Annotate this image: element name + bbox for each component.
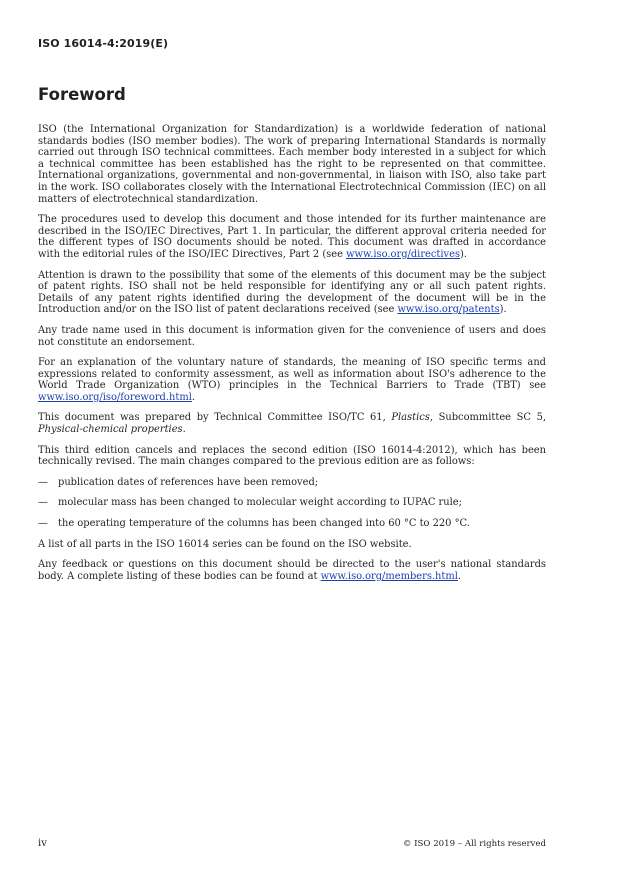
paragraph-trade-name: Any trade name used in this document is information given for the convenience of users and does not constitute an endorsement. [38, 324, 546, 348]
directives-link[interactable]: www.iso.org/directives [346, 248, 461, 260]
paragraph-series: A list of all parts in the ISO 16014 series can be found on the ISO website. [38, 538, 412, 550]
paragraph-text: This document was prepared by Technical Committee ISO/TC 61, [38, 412, 392, 424]
list-item-text: publication dates of references have been removed; [58, 476, 319, 488]
paragraph-feedback [38, 559, 546, 582]
paragraph-text: Any feedback or questions on this document should be directed to the user's national standards body. A complete listing of these bodies can be found at [38, 559, 546, 582]
document-id: ISO 16014-4:2019(E) [38, 37, 169, 50]
list-item-text: molecular mass has been changed to molecular weight according to IUPAC rule; [58, 497, 462, 509]
paragraph-iso-intro: ISO (the International Organization for Standardization) is a worldwide federation of national standards bodies (ISO member bodies). The work of preparing International Standards is normally carried out through ISO technical committees. Each member body interested in a subject for which a technical committee has been established has the right to be represented on that committee. International organizations, governmental and non-governmental, in liaison with ISO, also take part in the work. ISO collaborates closely with the International Electrotechnical Commission (IEC) on all matters of electrotechnical standardization. [38, 124, 546, 205]
paragraph-text: The procedures used to develop this document and those intended for its further maintenance are described in the ISO/IEC Directives, Part 1. In particular, the different approval criteria needed for the different types of ISO documents should be noted. This document was drafted in accordance with the editorial rules of the ISO/IEC Directives, Part 2 (see [38, 214, 546, 260]
paragraph-voluntary-nature [38, 357, 546, 403]
paragraph-committee [38, 412, 546, 435]
list-dash: — [38, 476, 48, 488]
list-item [38, 477, 546, 489]
paragraph-patents [38, 270, 546, 316]
list-item [38, 518, 546, 530]
members-link[interactable]: www.iso.org/members.html [320, 570, 458, 582]
paragraph-text: Attention is drawn to the possibility that some of the elements of this document may be the subject of patent rights. ISO shall not be held responsible for identifying any or all such patent rights. Details of any patent rights identified during the development of the document will be in the Introduction and/or on the ISO list of patent declarations received (see [38, 269, 546, 316]
paragraph-text: , Subcommittee SC 5, [429, 412, 547, 424]
paragraph-edition: This third edition cancels and replaces the second edition (ISO 16014-4:2012), which has been technically revised. The main changes compared to the previous edition are as follows: [38, 444, 546, 468]
foreword-body [38, 124, 546, 591]
list-dash: — [38, 518, 48, 530]
foreword-link[interactable]: www.iso.org/iso/foreword.html [38, 391, 192, 403]
paragraph-procedures [38, 214, 546, 260]
paragraph-tail: ). [460, 248, 468, 260]
paragraph-tail: . [457, 570, 462, 582]
page-number: iv [38, 838, 47, 849]
paragraph-tail: . [182, 424, 186, 436]
committee-name: Plastics [391, 412, 430, 424]
list-dash: — [38, 497, 48, 509]
list-item-text: the operating temperature of the columns has been changed into 60 °C to 220 °C. [58, 518, 470, 530]
copyright-notice: © ISO 2019 – All rights reserved [402, 839, 546, 849]
page-title: Foreword [38, 85, 126, 104]
paragraph-text: For an explanation of the voluntary nature of standards, the meaning of ISO specific terms and expressions related to conformity assessment, as well as information about ISO's adherence to the World Trade Organization (WTO) principles in the Technical Barriers to Trade (TBT) see [38, 357, 546, 392]
paragraph-tail: ). [499, 304, 507, 316]
list-item [38, 497, 546, 509]
patents-link[interactable]: www.iso.org/patents [397, 304, 500, 316]
subcommittee-name: Physical-chemical properties [38, 424, 183, 436]
paragraph-tail: . [191, 391, 196, 403]
